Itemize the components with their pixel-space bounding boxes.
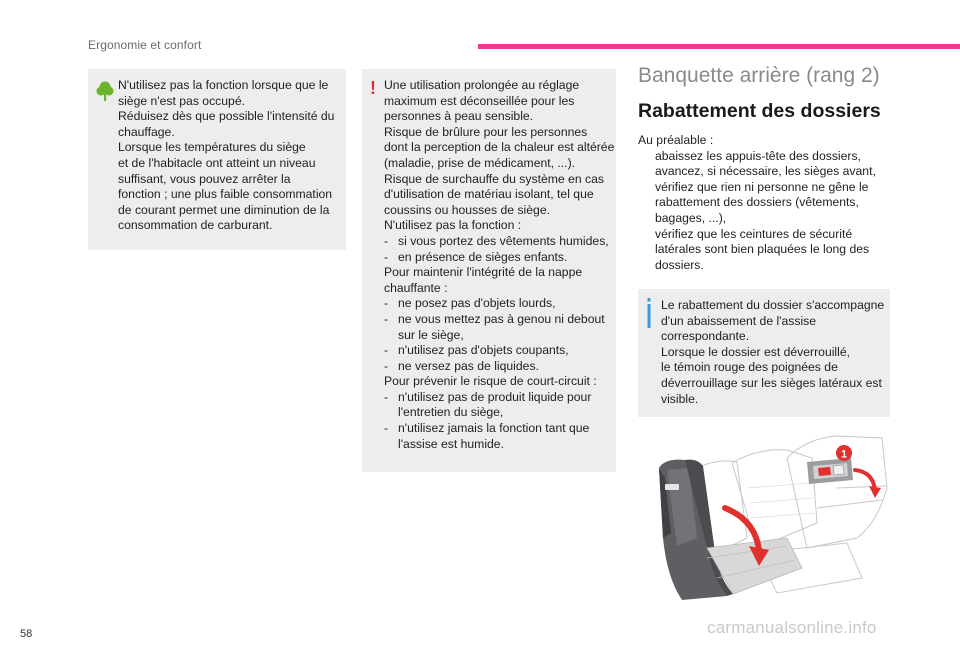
warning-text: n'utilisez pas d'objets coupants, [398,343,569,358]
warning-text: Pour prévenir le risque de court-circuit : [384,374,597,389]
warning-text-line [384,203,608,219]
warning-text: maximum est déconseillée pour les [384,93,575,108]
warning-text: personnes à peau sensible. [384,109,534,124]
warning-text-line [384,94,608,110]
preparation-list [638,133,898,273]
warning-text-line [384,405,608,421]
warning-text-line [384,265,608,281]
warning-text: Pour maintenir l'intégrité de la nappe [384,265,583,280]
preparation-item-line [638,164,898,180]
preparation-item-line [638,149,898,165]
preparation-item-text: latérales sont bien plaquées le long des [655,242,870,257]
warning-text-line [384,218,608,234]
eco-text-line: fonction ; une plus faible consommation [118,187,333,202]
preparation-item-text: abaissez les appuis-tête des dossiers, [655,148,861,163]
warning-text: d'utilisation de matériau isolant, tel que [384,187,594,202]
list-dash: - [384,421,389,436]
warning-text-line [384,343,608,359]
warning-box [362,69,616,472]
info-text-line: déverrouillage sur les sièges latéraux est [661,375,882,390]
warning-text: ne versez pas de liquides. [398,358,539,373]
preparation-item-text: avancez, si nécessaire, les sièges avant, [655,164,876,179]
callout-1-label: 1 [840,448,848,461]
warning-text: n'utilisez jamais la fonction tant que [398,421,590,436]
page-number: 58 [20,628,33,640]
preparation-item-line [638,242,898,258]
warning-text: n'utilisez pas de produit liquide pour [398,389,592,404]
eco-text-line: et de l'habitacle ont atteint un niveau [118,155,316,170]
warning-text: sur le siège, [398,327,464,342]
preparation-item-line [638,195,898,211]
warning-text-line [384,374,608,390]
eco-text-line: Réduisez dès que possible l'intensité du [118,109,335,124]
leaf-eco-icon [96,80,114,102]
warning-text-line [384,312,608,328]
warning-text: coussins ou housses de siège. [384,202,550,217]
list-dash: - [384,343,389,358]
info-text-line: visible. [661,391,699,406]
eco-text-line: consommation de carburant. [118,218,273,233]
preparation-item-line [638,211,898,227]
warning-text-line [384,390,608,406]
list-dash: - [384,311,389,326]
watermark: carmanualsonline.info [707,618,877,637]
warning-text-line [384,328,608,344]
list-dash: - [384,296,389,311]
warning-text-line [384,359,608,375]
warning-text-line [384,437,608,453]
info-text-line: Le rabattement du dossier s'accompagne [661,298,885,312]
eco-text-line: chauffage. [118,124,175,139]
warning-text: chauffante : [384,280,448,295]
preparation-item-text: rabattement des dossiers (vêtements, [655,195,859,210]
preparation-item-line [638,258,898,274]
info-text-line: le témoin rouge des poignées de [661,360,838,375]
list-dash: - [384,358,389,373]
warning-text-line [384,125,608,141]
warning-text-line [384,140,615,156]
warning-text: ne vous mettez pas à genou ni debout [398,311,605,326]
eco-text-line: de courant permet une diminution de la [118,202,330,217]
eco-text-line: suffisant, vous pouvez arrêter la [118,171,291,186]
warning-text: (maladie, prise de médicament, ...). [384,155,576,170]
preparation-item-text: vérifiez que les ceintures de sécurité [655,226,853,241]
preparation-item-line [638,227,898,243]
eco-text-line: siège n'est pas occupé. [118,93,245,108]
list-dash: - [384,389,389,404]
subsection-title: Rabattement des dossiers [638,100,881,122]
warning-text-line [384,78,608,94]
eco-text-line: N'utilisez pas la fonction lorsque que le [118,78,329,92]
warning-text-line [384,281,608,297]
warning-text-line [384,250,608,266]
info-text-line: d'un abaissement de l'assise [661,313,817,328]
warning-text-line [384,234,608,250]
list-dash: - [384,249,389,264]
list-intro: Au préalable : [638,133,714,147]
info-icon [645,298,653,328]
warning-text-line [384,421,608,437]
eco-tip-box [88,69,346,250]
preparation-item-text: vérifiez que rien ni personne ne gêne le [655,179,869,194]
info-text-line: Lorsque le dossier est déverrouillé, [661,344,851,359]
warning-text: dont la perception de la chaleur est altérée [384,140,615,155]
warning-text: si vous portez des vêtements humides, [398,233,609,248]
warning-text: l'assise est humide. [398,436,504,451]
warning-text-line [384,296,608,312]
rear-seat-folding-illustration [637,428,892,606]
warning-text: Risque de surchauffe du système en cas [384,171,604,186]
warning-text-line [384,187,608,203]
warning-text: en présence de sièges enfants. [398,249,568,264]
warning-exclamation-icon: ! [370,78,376,98]
warning-text: Risque de brûlure pour les personnes [384,124,588,139]
warning-text: Une utilisation prolongée au réglage [384,78,580,92]
warning-text: l'entretien du siège, [398,405,504,420]
warning-text-line [384,156,608,172]
info-text-line: correspondante. [661,329,750,344]
running-header-title: Ergonomie et confort [88,38,202,52]
warning-text: N'utilisez pas la fonction : [384,218,522,233]
info-box [638,289,890,417]
warning-text: ne posez pas d'objets lourds, [398,296,556,311]
preparation-item-text: dossiers. [655,257,704,272]
warning-text-line [384,109,608,125]
header-accent-bar [478,44,960,49]
warning-text-line [384,172,608,188]
preparation-item-line [638,180,898,196]
eco-text-line: Lorsque les températures du siège [118,140,306,155]
list-dash: - [384,233,389,248]
preparation-item-text: bagages, ...), [655,210,727,225]
section-title: Banquette arrière (rang 2) [638,64,880,87]
